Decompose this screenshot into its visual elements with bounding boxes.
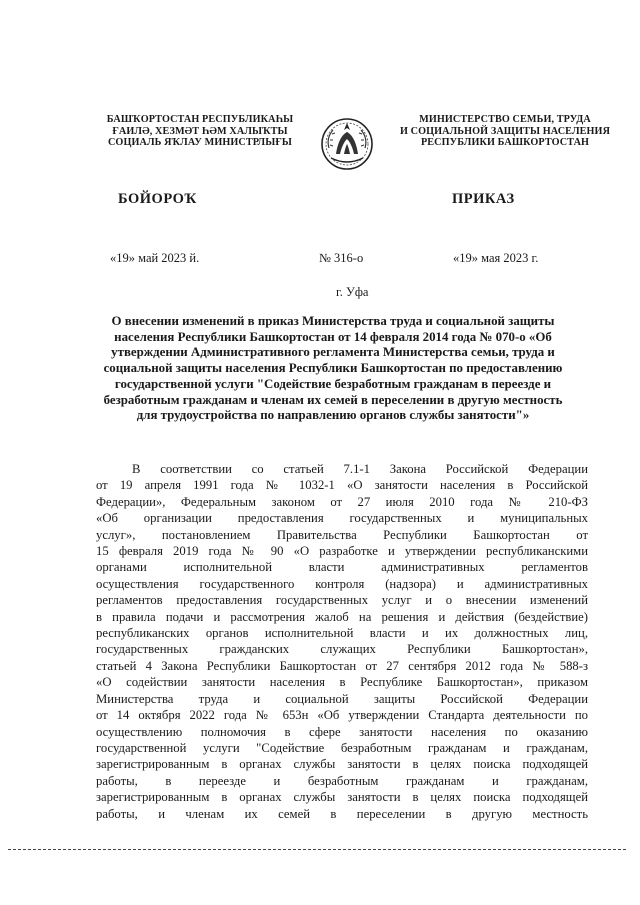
body-line: осуществления государственного контроля (надзора) и административных [96,576,588,591]
body-line: Федерации», Федеральным законом от 27 июля 2010 года № 210-ФЗ [96,494,588,509]
doc-type-russian: ПРИКАЗ [452,191,515,207]
doc-type-bashkir: БОЙОРОҠ [118,191,197,207]
body-line: органами исполнительной власти административных регламентов [96,560,588,575]
republic-emblem-icon [320,114,374,174]
header-org-bashkir-line: БАШҠОРТОСТАН РЕСПУБЛИКАҺЫ [106,114,294,125]
body-line: работы, и членам их семей в переселении в другую местность [96,806,588,821]
document-body [96,461,588,822]
body-line: «О содействии занятости населения в Республике Башкортостан», приказом [96,675,588,690]
header-org-russian-line: РЕСПУБЛИКИ БАШКОРТОСТАН [420,137,590,149]
body-line: зарегистрированным в органах службы занятости в целях поиска подходящей [96,757,588,772]
header-org-bashkir [95,114,305,149]
document-title: О внесении изменений в приказ Министерства труда и социальной защиты населения Республики Башкортостан от 14 февраля 2014 года № 070-о «Об утверждении Административного регламента Министерства семьи, труда и социальной защиты населения Республики Башкортостан по предоставлению государственной услуги "Содействие безработным гражданам в переезде и безработным гражданам и членам их семей в переселении в другую местность для трудоустройства по направлению органов службы занятости"» [103,314,563,423]
header-org-bashkir-line: ҒАИЛӘ, ХЕЗМӘТ ҺӘМ ХАЛЫҠТЫ [112,125,288,137]
body-line: от 19 апреля 1991 года № 1032-1 «О занятости населения в Российской [96,478,588,493]
header-org-russian [387,114,623,149]
header-org-bashkir-line: СОЦИАЛЬ ЯҠЛАУ МИНИСТРЛЫҒЫ [107,137,293,149]
body-line: 15 февраля 2019 года № 90 «О разработке и утверждении республиканскими [96,544,588,559]
body-line: статьей 4 Закона Республики Башкортостан от 27 сентября 2012 года № 588-з [96,658,588,673]
body-line: государственной услуги "Содействие безработным гражданам и гражданам, [96,740,588,755]
body-line: государственных гражданских служащих Республики Башкортостан», [96,642,588,657]
header-org-russian-line: И СОЦИАЛЬНОЙ ЗАЩИТЫ НАСЕЛЕНИЯ [399,125,611,137]
body-line: в правила подачи и рассмотрения жалоб на решения и действия (бездействие) [96,609,588,624]
body-line: осуществлению полномочия в сфере занятости населения по оказанию [96,724,588,739]
city: г. Уфа [336,285,369,299]
page-divider [8,849,626,850]
body-line: зарегистрированным в органах службы занятости в целях поиска подходящей [96,790,588,805]
date-russian: «19» мая 2023 г. [453,251,539,265]
document-number: № 316-о [319,251,364,265]
body-line: Министерства труда и социальной защиты Российской Федерации [96,691,588,706]
body-line: В соответствии со статьей 7.1-1 Закона Российской Федерации [132,462,588,476]
body-line: «Об организации предоставления государственных и муниципальных [96,511,588,526]
date-bashkir: «19» май 2023 й. [110,251,200,265]
body-line: республиканских органов исполнительной власти и их должностных лиц, [96,626,588,641]
body-line: от 14 октября 2022 года № 653н «Об утверждении Стандарта деятельности по [96,708,588,723]
body-line: регламентов предоставления государственных услуг и о внесении изменений [96,593,588,608]
body-line: услуг», постановлением Правительства Республики Башкортостан от [96,527,588,542]
body-line: работы, в переезде и безработным гражданам и гражданам, [96,773,588,788]
header-org-russian-line: МИНИСТЕРСТВО СЕМЬИ, ТРУДА [419,114,591,125]
